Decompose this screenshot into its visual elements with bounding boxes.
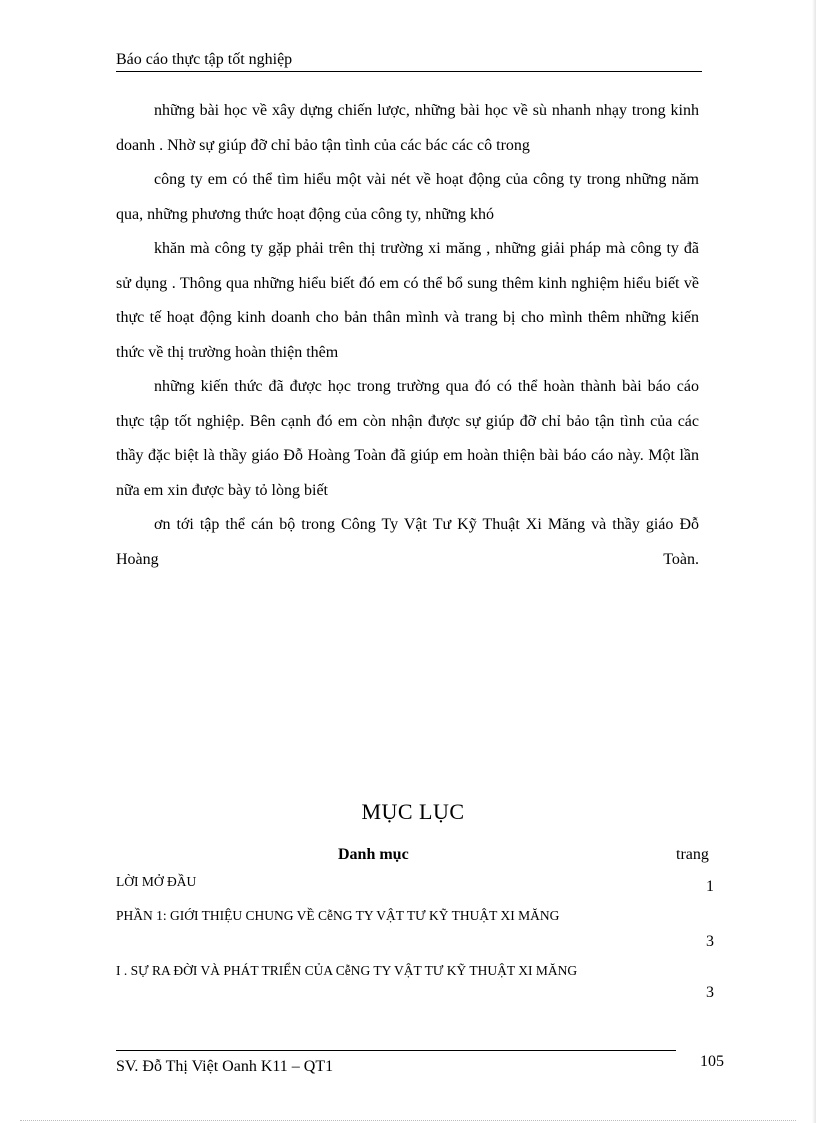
body-paragraph: ơn tới tập thể cán bộ trong Công Ty Vật Tư Kỹ Thuật Xi Măng và thầy giáo Đỗ Hoàng Toàn. — [116, 516, 699, 568]
header-divider — [116, 71, 702, 72]
page-bottom-border — [20, 1120, 796, 1121]
toc-column-header-item: Danh mục — [338, 846, 409, 863]
body-paragraph: những bài học về xây dựng chiến lược, những bài học về sù nhanh nhạy trong kinh doanh . Nhờ sự giúp đỡ chỉ bảo tận tình của các bác các cô trong — [116, 102, 699, 154]
toc-entry-page: 1 — [706, 878, 714, 895]
toc-entry-page: 3 — [706, 933, 714, 950]
body-text — [116, 94, 699, 577]
body-paragraph: khăn mà công ty gặp phải trên thị trường xi măng , những giải pháp mà công ty đã sử dụng . Thông qua những hiểu biết đó em có thể bổ sung thêm kinh nghiệm hiểu biết về thực tế hoạt động kinh doanh cho bản thân mình và trang bị cho mình thêm những kiến thức về thị trường hoàn thiện thêm — [116, 240, 699, 361]
toc-title: MỤC LỤC — [361, 799, 465, 824]
body-paragraph: công ty em có thể tìm hiểu một vài nét về hoạt động của công ty trong những năm qua, những phương thức hoạt động của công ty, những khó — [116, 171, 699, 223]
body-paragraph: những kiến thức đã được học trong trường qua đó có thể hoàn thành bài báo cáo thực tập tốt nghiệp. Bên cạnh đó em còn nhận được sự giúp đỡ chỉ bảo tận tình của các thầy đặc biệt là thầy giáo Đỗ Hoàng Toàn đã giúp em hoàn thiện bài báo cáo này. Một lần nữa em xin được bày tỏ lòng biết — [116, 378, 699, 499]
page-edge-shadow — [812, 0, 816, 1123]
toc-column-header-page: trang — [676, 846, 709, 863]
footer-author: SV. Đỗ Thị Việt Oanh K11 – QT1 — [116, 1058, 334, 1075]
toc-entry-page: 3 — [706, 984, 714, 1001]
running-header-title: Báo cáo thực tập tốt nghiệp — [116, 51, 293, 68]
toc-entry-label[interactable]: I . SỰ RA ĐỜI VÀ PHÁT TRIỂN CỦA CễNG TY VẬT TƯ KỸ THUẬT XI MĂNG — [116, 963, 578, 978]
footer-divider — [116, 1050, 676, 1051]
footer-page-number: 105 — [700, 1053, 724, 1070]
toc-entry-label[interactable]: PHẦN 1: GIỚI THIỆU CHUNG VỀ CễNG TY VẬT TƯ KỸ THUẬT XI MĂNG — [116, 908, 560, 923]
toc-entry-label[interactable]: LỜI MỞ ĐẦU — [116, 874, 197, 889]
